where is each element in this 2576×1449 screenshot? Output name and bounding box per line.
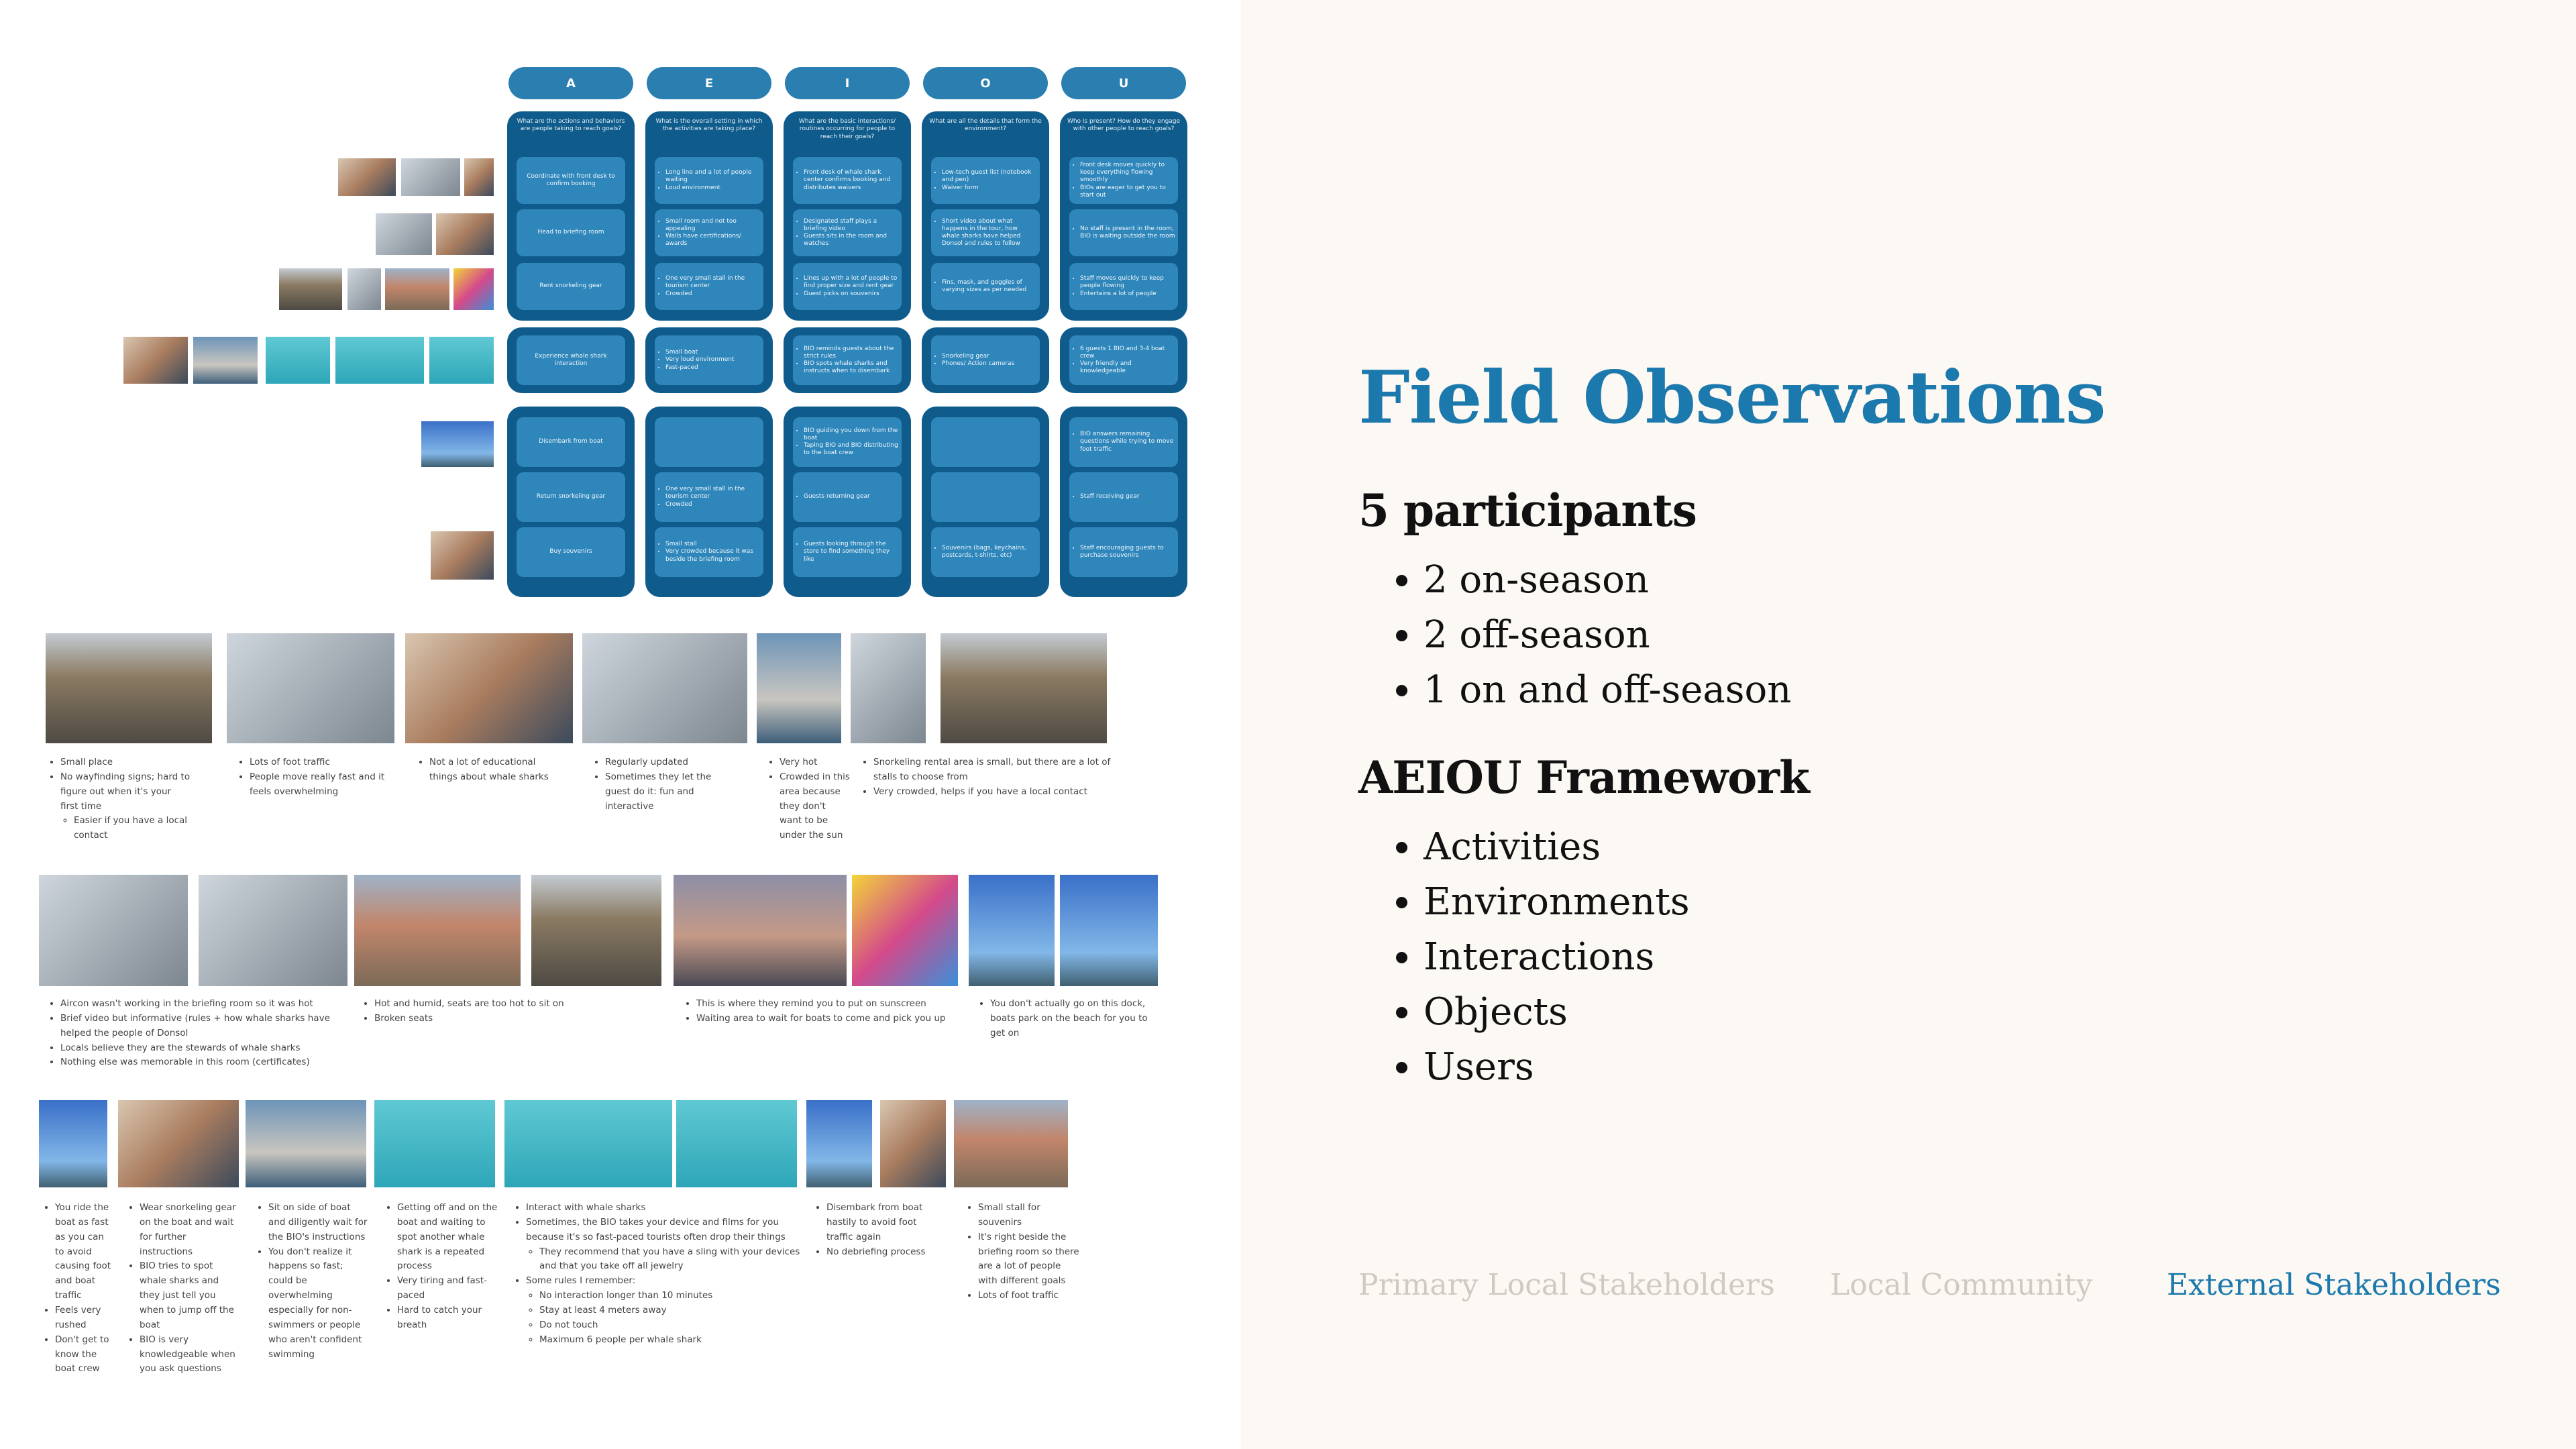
aeiou-card: Rent snorkeling gear [517, 263, 625, 310]
note-block [966, 1201, 1080, 1303]
aeiou-card [655, 209, 763, 256]
note-block [593, 755, 734, 814]
card-bullet: • Staff moves quickly to keep people flowing [1080, 275, 1175, 290]
tab-primary-local-stakeholders[interactable]: Primary Local Stakeholders [1358, 1268, 1775, 1302]
note: • Regularly updated [605, 755, 734, 770]
card-bullet: • Long line and a lot of people waiting [665, 169, 761, 184]
card-bullet: • 6 guests 1 BIO and 3-4 boat crew [1080, 345, 1175, 361]
card-bullet: • Staff encouraging guests to purchase souvenirs [1080, 545, 1175, 560]
note-block [814, 1201, 939, 1259]
note: • BIO is very knowledgeable when you ask questions [140, 1333, 241, 1377]
photo [436, 213, 494, 255]
column-question: Who is present? How do they engage with other people to reach goals? [1067, 118, 1181, 133]
aeiou-card-group [645, 327, 773, 393]
aeiou-card [931, 472, 1040, 522]
card-bullet: • Low-tech guest list (notebook and pen) [942, 169, 1037, 184]
note-block [362, 997, 590, 1026]
photo [954, 1100, 1068, 1187]
aeiou-card-group [507, 407, 635, 597]
aeiou-board [507, 67, 1185, 597]
photo [199, 875, 347, 986]
list-item: • Objects [1424, 985, 1690, 1040]
aeiou-card-group [645, 407, 773, 597]
aeiou-card [793, 527, 902, 577]
note: • Don't get to know the boat crew [55, 1333, 114, 1377]
note: • You ride the boat as fast as you can to avoid causing foot and boat traffic [55, 1201, 114, 1303]
photo [246, 1100, 366, 1187]
card-bullet: • BIO guiding you down from the boat [804, 427, 899, 443]
aeiou-card-group [1060, 407, 1187, 597]
note: • Sit on side of boat and diligently wait for the BIO's instructions [268, 1201, 370, 1245]
note: • Interact with whale sharks [526, 1201, 802, 1216]
note: • Brief video but informative (rules + how whale sharks have helped the people of Donsol [60, 1012, 357, 1041]
aeiou-card: Disembark from boat [517, 417, 625, 467]
note: • Very tiring and fast-paced [397, 1274, 499, 1303]
aeiou-card-group [507, 111, 635, 321]
note: ◦ Easier if you have a local contact [74, 814, 191, 843]
column-question: What are the actions and behaviors are people taking to reach goals? [517, 118, 625, 133]
note: • Small place [60, 755, 191, 770]
aeiou-card [793, 263, 902, 310]
card-bullet: • BIO spots whale sharks and instructs when to disembark [804, 360, 899, 376]
photo [941, 633, 1107, 743]
card-bullet: • BIOs are eager to get you to start out [1080, 184, 1175, 200]
aeiou-card [793, 472, 902, 522]
aeiou-card: Experience whale shark interaction [517, 335, 625, 385]
card-bullet: • Staff receiving gear [1080, 493, 1139, 500]
aeiou-card [655, 157, 763, 204]
photo [405, 633, 573, 743]
card-bullet: • Fins, mask, and goggles of varying sizes as per needed [942, 279, 1037, 294]
list-item: • Interactions [1424, 930, 1690, 985]
photo [118, 1100, 239, 1187]
note: • Wear snorkeling gear on the boat and wait for further instructions [140, 1201, 241, 1259]
aeiou-card [1069, 472, 1178, 522]
aeiou-card [655, 527, 763, 577]
card-bullet: • Loud environment [665, 184, 761, 192]
aeiou-card-group [784, 327, 911, 393]
framework-heading: AEIOU Framework [1358, 751, 1809, 804]
aeiou-card [931, 417, 1040, 467]
note: • Lots of foot traffic [978, 1289, 1080, 1303]
note-block [417, 755, 558, 785]
aeiou-card: Buy souvenirs [517, 527, 625, 577]
card-bullet: • One very small stall in the tourism center [665, 275, 761, 290]
photo [806, 1100, 872, 1187]
card-bullet: • Phones/ Action cameras [942, 360, 1014, 368]
note-block [861, 755, 1130, 800]
photo [676, 1100, 797, 1187]
aeiou-card-group [784, 111, 911, 321]
photo [46, 633, 212, 743]
photo [852, 875, 958, 986]
note-block [684, 997, 966, 1026]
note: • Waiting area to wait for boats to come and pick you up [696, 1012, 966, 1026]
aeiou-card [793, 209, 902, 256]
column-header-u: U [1061, 67, 1186, 99]
photo [429, 337, 494, 384]
aeiou-card [1069, 209, 1178, 256]
card-bullet: • One very small stall in the tourism center [665, 486, 761, 501]
photo [531, 875, 661, 986]
aeiou-card-group [645, 111, 773, 321]
photo [421, 421, 494, 467]
aeiou-card-group [784, 407, 911, 597]
card-bullet: • BIO reminds guests about the strict rules [804, 345, 899, 361]
aeiou-card [793, 417, 902, 467]
note-block [237, 755, 385, 800]
photo [880, 1100, 946, 1187]
note: • You don't actually go on this dock, boats park on the beach for you to get on [990, 997, 1163, 1041]
photo [453, 268, 494, 310]
aeiou-card-group [922, 111, 1049, 321]
note-block [48, 997, 357, 1070]
list-item: • 2 off-season [1424, 608, 1791, 663]
note: • Feels very rushed [55, 1303, 114, 1333]
photo [123, 337, 188, 384]
aeiou-card [1069, 335, 1178, 385]
column-header-o: O [923, 67, 1048, 99]
note: • No debriefing process [826, 1245, 939, 1260]
note: • Very hot [780, 755, 851, 770]
card-bullet: • Souvenirs (bags, keychains, postcards, t-shirts, etc) [942, 545, 1037, 560]
column-header-a: A [508, 67, 633, 99]
aeiou-card [931, 157, 1040, 204]
card-bullet: • Short video about what happens in the tour, how whale sharks have helped Donsol and rules to follow [942, 218, 1037, 248]
photo [385, 268, 449, 310]
aeiou-card-group [922, 327, 1049, 393]
note: • Some rules I remember: [526, 1274, 802, 1289]
note: • Crowded in this area because they don't want to be under the sun [780, 770, 851, 843]
card-bullet: • Taping BIO and BIO distributing to the boat crew [804, 442, 899, 458]
aeiou-card [1069, 157, 1178, 204]
column-header-i: I [785, 67, 910, 99]
note: • People move really fast and it feels overwhelming [250, 770, 385, 800]
card-bullet: • Designated staff plays a briefing video [804, 218, 899, 233]
participants-heading: 5 participants [1358, 484, 1697, 537]
card-bullet: • Guest picks on souvenirs [804, 290, 899, 298]
photo [39, 1100, 107, 1187]
aeiou-card [1069, 417, 1178, 467]
aeiou-card [931, 527, 1040, 577]
aeiou-card: Return snorkeling gear [517, 472, 625, 522]
note: • Lots of foot traffic [250, 755, 385, 770]
card-bullet: • Crowded [665, 290, 761, 298]
note: • Hot and humid, seats are too hot to sit on [374, 997, 590, 1012]
note: • Aircon wasn't working in the briefing room so it was hot [60, 997, 357, 1012]
aeiou-card [931, 263, 1040, 310]
note: ◦ Stay at least 4 meters away [539, 1303, 802, 1318]
card-bullet: • Entertains a lot of people [1080, 290, 1175, 298]
aeiou-card [655, 335, 763, 385]
photo [193, 337, 258, 384]
card-bullet: • Fast-paced [665, 364, 735, 372]
list-item: • Activities [1424, 820, 1690, 875]
photo [338, 158, 396, 196]
photo [376, 213, 432, 255]
card-bullet: • Small room and not too appealing [665, 218, 761, 233]
note: ◦ Maximum 6 people per whale shark [539, 1333, 802, 1348]
aeiou-card-group [1060, 111, 1187, 321]
note: • Sometimes, the BIO takes your device and films for you because it's so fast-paced tourists often drop their things [526, 1216, 802, 1245]
card-bullet: • Front desk of whale shark center confirms booking and distributes waivers [804, 169, 899, 192]
note: • It's right beside the briefing room so there are a lot of people with different goals [978, 1230, 1080, 1289]
card-bullet: • No staff is present in the room, BIO is waiting outside the room [1080, 225, 1175, 241]
aeiou-card-group [1060, 327, 1187, 393]
slide-panel [1241, 0, 2576, 1449]
note: • Broken seats [374, 1012, 590, 1026]
tab-local-community[interactable]: Local Community [1830, 1268, 2093, 1302]
card-bullet: • Very crowded because it was beside the briefing room [665, 548, 761, 564]
note: ◦ No interaction longer than 10 minutes [539, 1289, 802, 1303]
aeiou-card [1069, 527, 1178, 577]
photo [851, 633, 926, 743]
column-question: What are the basic interactions/ routines occurring for people to reach their goals? [798, 118, 896, 140]
aeiou-card: Coordinate with front desk to confirm booking [517, 157, 625, 204]
observation-board [0, 0, 1241, 1449]
note: ◦ They recommend that you have a sling with your devices and that you take off all jewelry [539, 1245, 802, 1275]
note-block [127, 1201, 241, 1377]
aeiou-card [655, 472, 763, 522]
aeiou-card [931, 335, 1040, 385]
column-question: What is the overall setting in which the activities are taking place? [655, 118, 763, 133]
list-item: • 1 on and off-season [1424, 663, 1791, 718]
aeiou-card [1069, 263, 1178, 310]
photo [227, 633, 394, 743]
note: ◦ Do not touch [539, 1318, 802, 1333]
photo [431, 531, 494, 580]
aeiou-card [655, 263, 763, 310]
note: • No wayfinding signs; hard to figure out when it's your first time [60, 770, 191, 814]
list-item: • Environments [1424, 875, 1690, 930]
photo [757, 633, 841, 743]
note-block [256, 1201, 370, 1362]
card-bullet: • Walls have certifications/ awards [665, 233, 761, 248]
photo [401, 158, 460, 196]
card-bullet: • Lines up with a lot of people to find proper size and rent gear [804, 275, 899, 290]
card-bullet: • Guests looking through the store to find something they like [804, 541, 899, 564]
aeiou-card: Head to briefing room [517, 209, 625, 256]
photo [374, 1100, 495, 1187]
card-bullet: • Crowded [665, 501, 761, 508]
photo [674, 875, 847, 986]
note: • Not a lot of educational things about whale sharks [429, 755, 558, 785]
note-block [767, 755, 851, 843]
note-block [385, 1201, 499, 1333]
note: • Small stall for souvenirs [978, 1201, 1080, 1230]
photo [504, 1100, 672, 1187]
photo [582, 633, 747, 743]
note-block [978, 997, 1163, 1041]
list-item: • 2 on-season [1424, 553, 1791, 608]
aeiou-card [793, 157, 902, 204]
note-block [43, 1201, 114, 1377]
card-bullet: • Very friendly and knowledgeable [1080, 360, 1175, 376]
aeiou-card [793, 335, 902, 385]
column-question: What are all the details that form the environment? [929, 118, 1042, 133]
note: • You don't realize it happens so fast; could be overwhelming especially for non-swimmers or people who aren't confident swimming [268, 1245, 370, 1362]
column-header-e: E [647, 67, 771, 99]
photo [279, 268, 342, 310]
note: • Disembark from boat hastily to avoid foot traffic again [826, 1201, 939, 1245]
note: • This is where they remind you to put on sunscreen [696, 997, 966, 1012]
photo [39, 875, 188, 986]
list-item: • Users [1424, 1040, 1690, 1095]
note-block [514, 1201, 802, 1348]
card-bullet: • Very loud environment [665, 356, 735, 364]
note: • BIO tries to spot whale sharks and they just tell you when to jump off the boat [140, 1259, 241, 1332]
photo [266, 337, 330, 384]
aeiou-card-group [507, 327, 635, 393]
participants-list [1390, 553, 1791, 718]
card-bullet: • Small stall [665, 541, 761, 548]
card-bullet: • Small boat [665, 349, 735, 356]
note-block [48, 755, 191, 843]
card-bullet: • Snorkeling gear [942, 353, 1014, 360]
card-bullet: • Guests returning gear [804, 493, 870, 500]
note: • Getting off and on the boat and waiting to spot another whale shark is a repeated process [397, 1201, 499, 1274]
photo [1060, 875, 1158, 986]
note: • Snorkeling rental area is small, but there are a lot of stalls to choose from [873, 755, 1130, 785]
tab-external-stakeholders[interactable]: External Stakeholders [2167, 1268, 2501, 1302]
note: • Nothing else was memorable in this room (certificates) [60, 1055, 357, 1070]
note: • Locals believe they are the stewards of whale sharks [60, 1041, 357, 1056]
card-bullet: • Front desk moves quickly to keep everything flowing smoothly [1080, 162, 1175, 184]
note: • Very crowded, helps if you have a local contact [873, 785, 1130, 800]
aeiou-card [655, 417, 763, 467]
note: • Sometimes they let the guest do it: fun and interactive [605, 770, 734, 814]
photo [354, 875, 521, 986]
card-bullet: • BIO answers remaining questions while trying to move foot traffic [1080, 431, 1175, 453]
photo [347, 268, 381, 310]
photo [335, 337, 424, 384]
photo [464, 158, 494, 196]
card-bullet: • Guests sits in the room and watches [804, 233, 899, 248]
aeiou-card-group [922, 407, 1049, 597]
note: • Hard to catch your breath [397, 1303, 499, 1333]
aeiou-card [931, 209, 1040, 256]
card-bullet: • Waiver form [942, 184, 1037, 192]
page-title: Field Observations [1358, 356, 2106, 440]
photo [969, 875, 1055, 986]
framework-list [1390, 820, 1690, 1095]
